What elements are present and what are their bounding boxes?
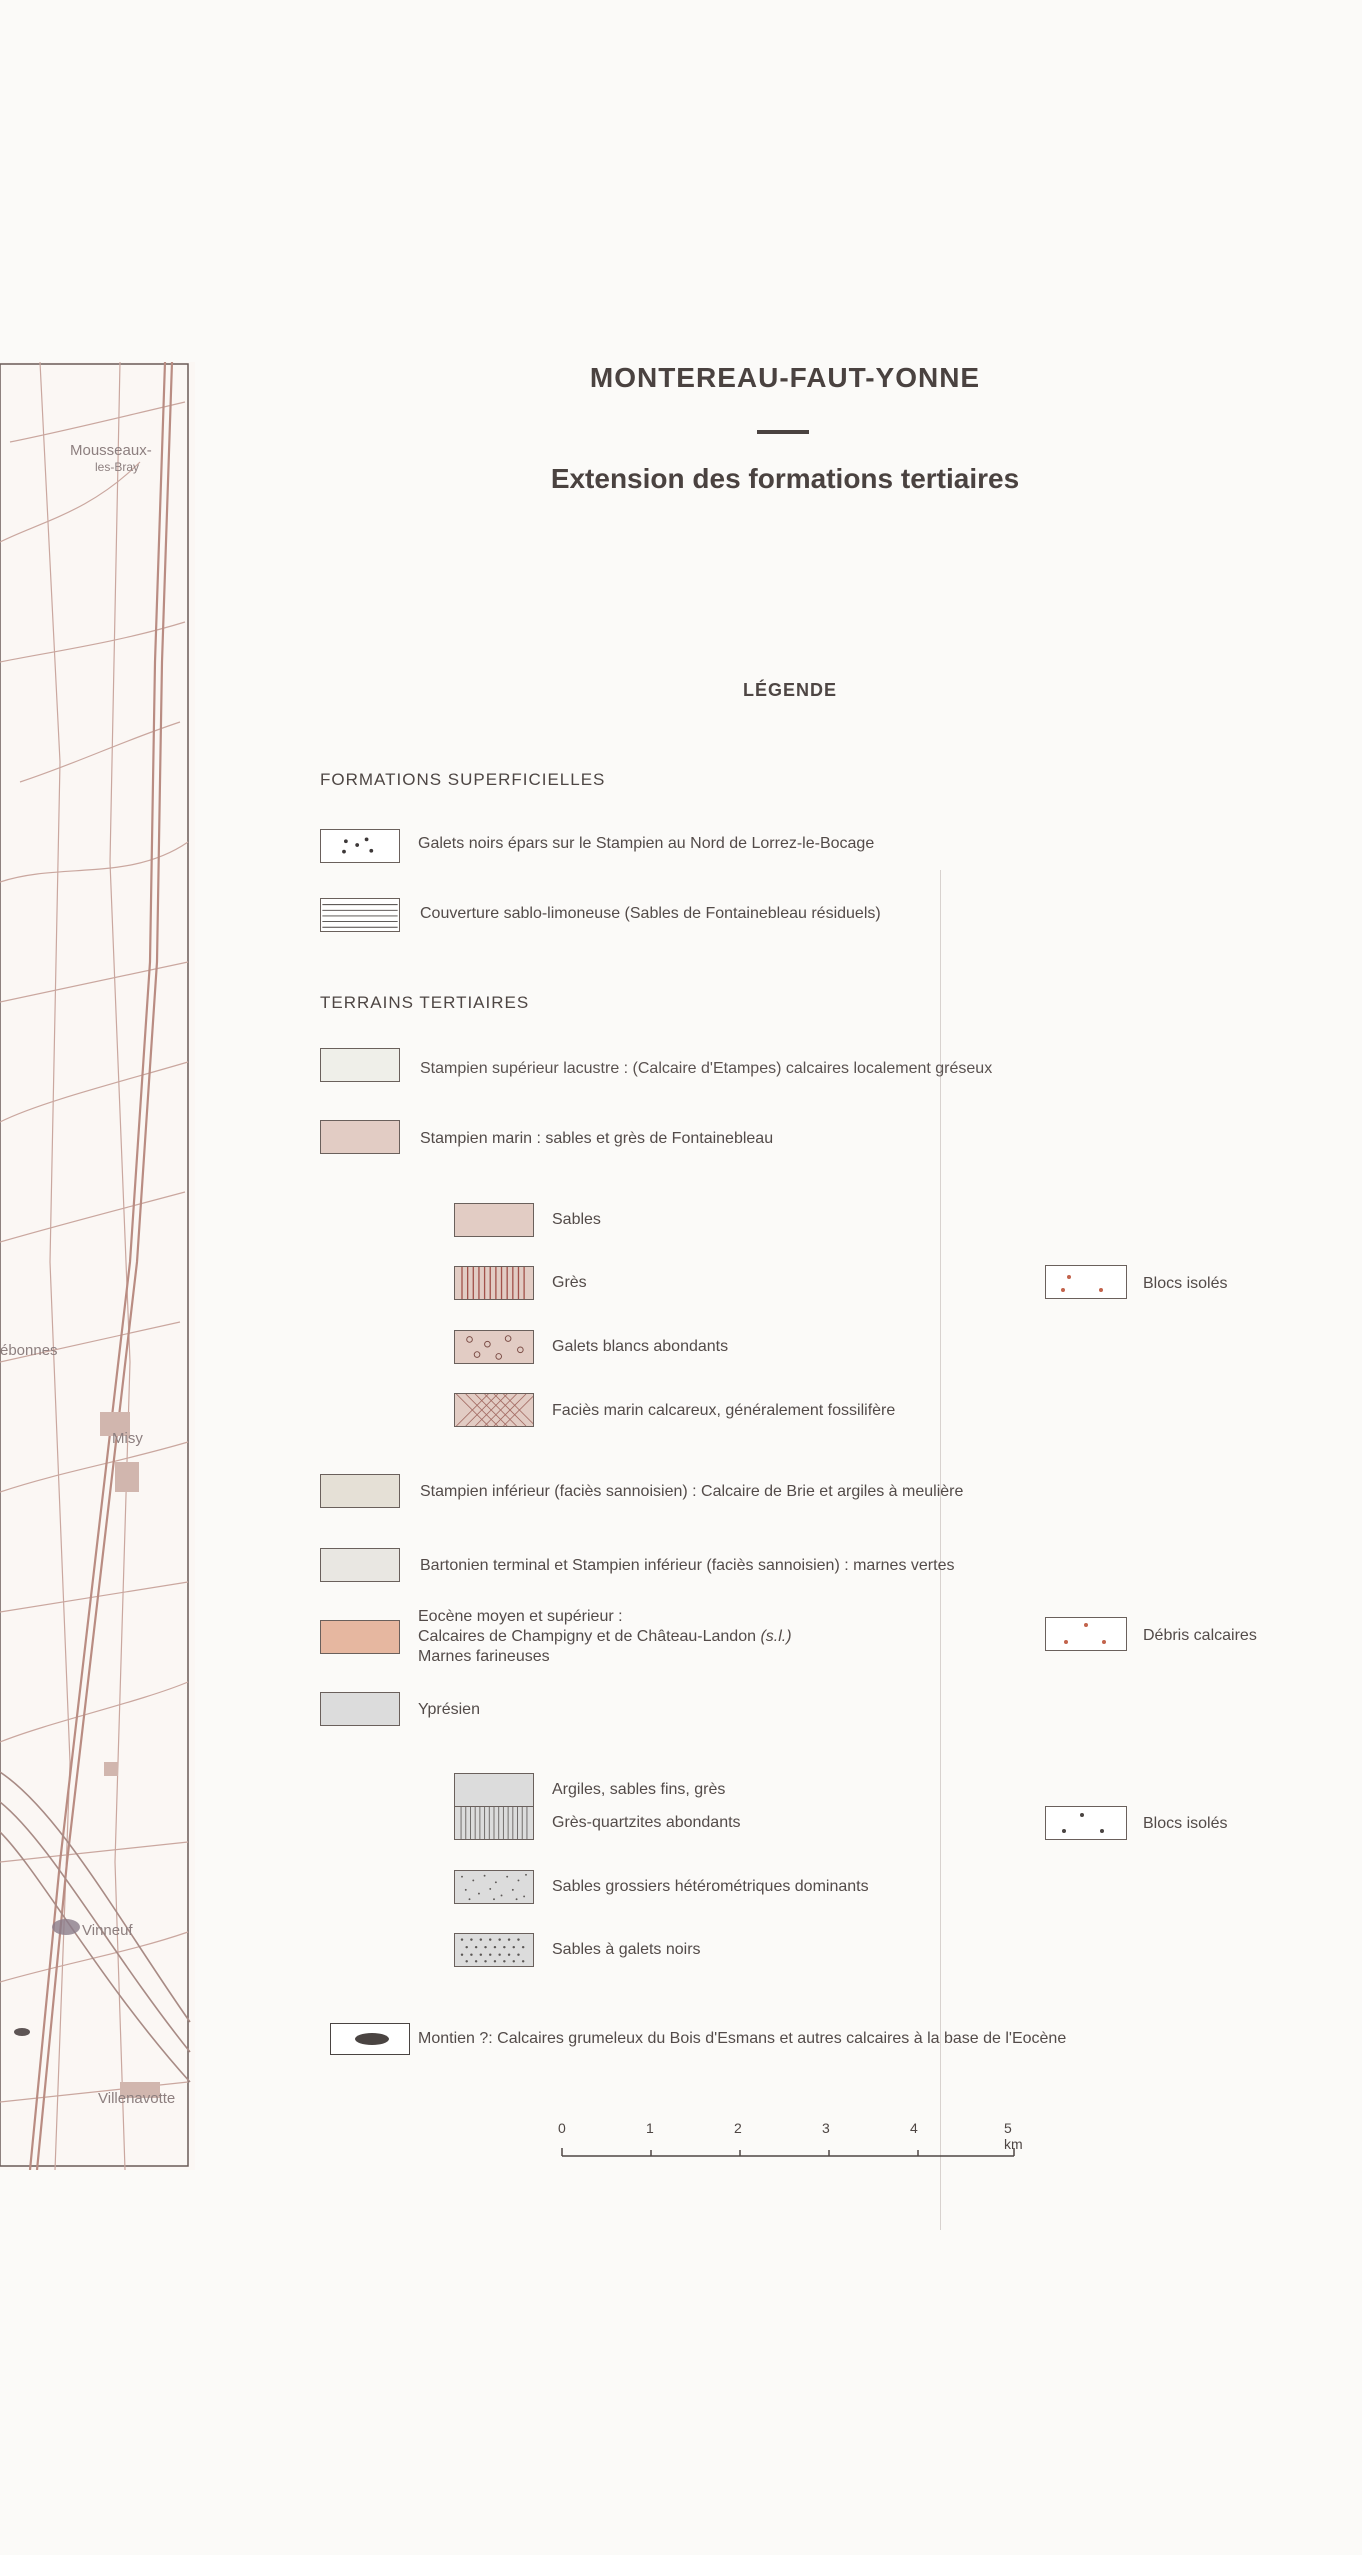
- dot: [1080, 1813, 1084, 1817]
- legend-label-galets-blancs: Galets blancs abondants: [552, 1338, 729, 1355]
- swatch-couverture: [320, 898, 400, 932]
- legend-label-couverture: Couverture sablo-limoneuse (Sables de Fontainebleau résiduels): [420, 905, 881, 922]
- legend-label-sables: Sables: [552, 1211, 601, 1228]
- legend-label-debris-calcaires: Débris calcaires: [1143, 1627, 1257, 1644]
- dot: [1100, 1829, 1104, 1833]
- dot: [1064, 1640, 1068, 1644]
- legend-label-sables-galets: Sables à galets noirs: [552, 1941, 701, 1958]
- swatch-gres-quartzites: [454, 1806, 534, 1840]
- lens-symbol: [355, 2033, 389, 2045]
- map-place-label: ébonnes: [0, 1342, 58, 1359]
- swatch-stampien-inferieur: [320, 1474, 400, 1508]
- legend-label-stampien-inferieur: Stampien inférieur (faciès sannoisien) : Calcaire de Brie et argiles à meulière: [420, 1483, 964, 1500]
- section-heading-superficial: FORMATIONS SUPERFICIELLES: [320, 770, 606, 789]
- swatch-sables-grossiers: [454, 1870, 534, 1904]
- swatch-ypresien: [320, 1692, 400, 1726]
- swatch-sables: [454, 1203, 534, 1237]
- map-subtitle: Extension des formations tertiaires: [550, 463, 1020, 494]
- swatch-galets-blancs: [454, 1330, 534, 1364]
- map-place-label: Villenavotte: [98, 2090, 176, 2107]
- legend-heading: LÉGENDE: [742, 680, 837, 700]
- legend-label-montien: Montien ?: Calcaires grumeleux du Bois d'Esmans et autres calcaires à la base de l'Eocène: [418, 2030, 1067, 2047]
- swatch-galets-noirs: [320, 829, 400, 863]
- legend-label-blocs-isoles-1: Blocs isolés: [1143, 1275, 1228, 1292]
- legend-label-sables-grossiers: Sables grossiers hétérométriques dominants: [552, 1878, 869, 1895]
- symbol-debris-calcaires: [1045, 1617, 1127, 1651]
- scale-last-tick: 5: [1004, 2120, 1012, 2136]
- legend-label-argiles: Argiles, sables fins, grès: [552, 1781, 726, 1798]
- swatch-sables-galets: [454, 1933, 534, 1967]
- legend-label-stampien-superieur: Stampien supérieur lacustre : (Calcaire d'Etampes) calcaires localement gréseux: [420, 1060, 993, 1077]
- legend-label-bartonien: Bartonien terminal et Stampien inférieur (faciès sannoisien) : marnes vertes: [420, 1557, 955, 1574]
- map-place-label: Mousseaux-: [70, 442, 152, 459]
- dot: [1062, 1829, 1066, 1833]
- symbol-blocs-isoles-2: [1045, 1806, 1127, 1840]
- scale-unit: km: [1004, 2136, 1023, 2152]
- scale-tick-label: 1: [646, 2120, 654, 2136]
- scale-tick-label: 3: [822, 2120, 830, 2136]
- section-heading-tertiary: TERRAINS TERTIAIRES: [320, 993, 530, 1012]
- swatch-bartonien: [320, 1548, 400, 1582]
- legend-label-gres: Grès: [552, 1274, 587, 1291]
- map-place-label: Misy: [112, 1430, 143, 1447]
- legend-label-facies-marin: Faciès marin calcareux, généralement fossilifère: [552, 1402, 896, 1419]
- legend-label-eocene-3: Marnes farineuses: [418, 1648, 550, 1665]
- scale-tick-label: 2: [734, 2120, 742, 2136]
- title-divider: [757, 430, 809, 434]
- legend-label-eocene-2: [418, 1628, 792, 1646]
- swatch-stampien-marin: [320, 1120, 400, 1154]
- scale-tick-label: 0: [558, 2120, 566, 2136]
- legend-label-ypresien: Yprésien: [418, 1701, 480, 1718]
- map-place-label: Vinneuf: [82, 1922, 133, 1939]
- swatch-argiles: [454, 1773, 534, 1807]
- dot: [1099, 1288, 1103, 1292]
- swatch-facies-marin: [454, 1393, 534, 1427]
- map-title: MONTEREAU-FAUT-YONNE: [589, 362, 981, 393]
- topographic-map-strip: [0, 362, 195, 2170]
- legend-label-gres-quartzites: Grès-quartzites abondants: [552, 1814, 741, 1831]
- dot: [1102, 1640, 1106, 1644]
- swatch-montien-lens: [330, 2023, 410, 2055]
- swatch-stampien-superieur: [320, 1048, 400, 1082]
- swatch-gres: [454, 1266, 534, 1300]
- symbol-blocs-isoles-1: [1045, 1265, 1127, 1299]
- eocene-text: Calcaires de Champigny et de Château-Landon: [418, 1628, 756, 1645]
- dot: [1067, 1275, 1071, 1279]
- dot: [1061, 1288, 1065, 1292]
- dot: [1084, 1623, 1088, 1627]
- legend-label-eocene-1: Eocène moyen et supérieur :: [418, 1608, 623, 1625]
- legend-label-galets-noirs: Galets noirs épars sur le Stampien au Nord de Lorrez-le-Bocage: [418, 835, 875, 852]
- map-place-label: les-Bray: [95, 460, 140, 474]
- scale-tick-label: 4: [910, 2120, 918, 2136]
- eocene-sl: (s.l.): [760, 1628, 792, 1645]
- swatch-eocene: [320, 1620, 400, 1654]
- scale-bar: [558, 2120, 1023, 2170]
- legend-label-stampien-marin: Stampien marin : sables et grès de Fontainebleau: [420, 1130, 774, 1147]
- legend-label-blocs-isoles-2: Blocs isolés: [1143, 1815, 1228, 1832]
